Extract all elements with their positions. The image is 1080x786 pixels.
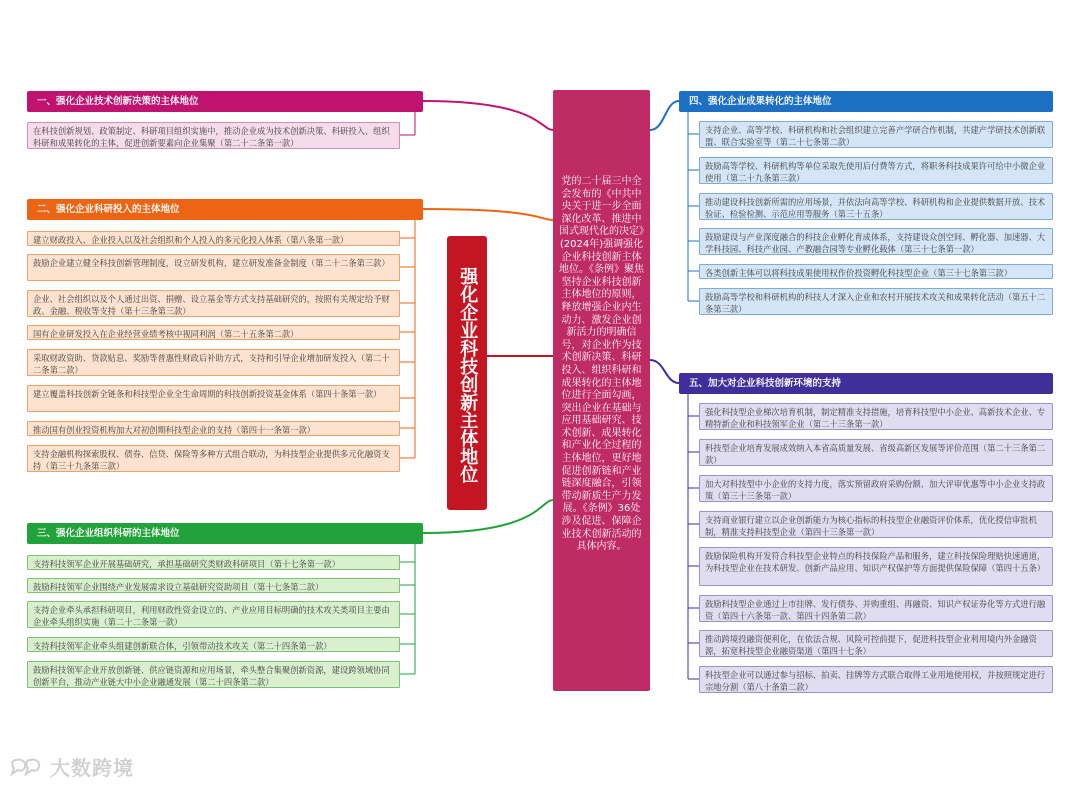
- section-2-item: 鼓励企业建立健全科技创新管理制度，设立研发机构，建立研发准备金制度（第二十二条第三款）: [27, 254, 400, 281]
- section-3-heading: 三、强化企业组织科研的主体地位: [27, 523, 423, 544]
- section-5-heading: 五、加大对企业科技创新环境的支持: [679, 373, 1053, 394]
- section-5-item: 鼓励保险机构开发符合科技型企业特点的科技保险产品和服务，建立科技保险理赔快速通道，为科技型企业在技术研发、创新产品应用、知识产权保护等方面提供保险保障（第四十五条）: [699, 547, 1053, 586]
- section-5-item: 推动跨境投融资便利化，在依法合规、风险可控前提下，促进科技型企业利用境内外金融资源，拓宽科技型企业融资渠道（第四十七条）: [699, 630, 1053, 657]
- section-2-item: 采取财政资助、贷款贴息、奖励等普惠性财政后补助方式，支持和引导企业增加研发投入（第二十二条第二款）: [27, 349, 400, 376]
- connector-curve: [650, 360, 679, 383]
- connector-curve: [423, 209, 553, 220]
- connector-curve: [423, 500, 553, 533]
- watermark-logo-icon: [10, 756, 44, 778]
- section-4-item: 各类创新主体可以将科技成果使用权作价投资孵化科技型企业（第三十七条第三款）: [699, 264, 1053, 279]
- section-4-heading: 四、强化企业成果转化的主体地位: [679, 91, 1053, 112]
- section-2-item: 建立覆盖科技创新全链条和科技型企业全生命周期的科技创新投资基金体系（第四十条第一款）: [27, 385, 400, 412]
- section-3-item: 鼓励科技领军企业开放创新链、供应链资源和应用场景，牵头整合集聚创新资源，建设跨领域协同创新平台，推动产业链大中小企业融通发展（第二十四条第二款）: [27, 661, 400, 688]
- section-5-item: 科技型企业可以通过参与招标、拍卖、挂牌等方式联合取得工业用地使用权，并按照规定进行宗地分割（第八十条第二款）: [699, 666, 1053, 693]
- watermark-text: 大数跨境: [50, 756, 134, 780]
- section-3-item: 支持科技领军企业开展基础研究，承担基础研究类财政科研项目（第十七条第一款）: [27, 555, 400, 570]
- main-title: 强化企业科技创新主体地位: [447, 236, 487, 510]
- section-5-item: 科技型企业培育发展成效纳入本省高质量发展、省级高新区发展等评价范围（第二十三条第二款）: [699, 439, 1053, 466]
- section-2-heading: 二、强化企业科研投入的主体地位: [27, 199, 423, 220]
- center-description: 党的二十届三中全会发布的《中共中央关于进一步全面深化改革、推进中国式现代化的决定》(2024年)强调强化企业科技创新主体地位。《条例》聚焦坚持企业科技创新主体地位的原则，释放增强企业内生动力、激发企业创新活力的明确信号，对企业作为技术创新决策、科研投入、组织科研和成果转化的主体地位进行全面勾画，突出企业在基础与应用基础研究、技术创新、成果转化和产业化全过程的主体地位，更好地促进创新链和产业链深度融合，引领带动新质生产力发展。《条例》36处涉及促进、保障企业技术创新活动的具体内容。: [553, 90, 650, 691]
- section-2-item: 国有企业研发投入在企业经营业绩考核中视同利润（第二十五条第二款）: [27, 325, 400, 340]
- section-3-item: 支持企业牵头承担科研项目，利用财政性资金设立的、产业应用目标明确的技术攻关类项目主要由企业牵头组织实施（第二十二条第一款）: [27, 601, 400, 628]
- section-4-item: 鼓励建设与产业深度融合的科技企业孵化育成体系，支持建设众创空间、孵化器、加速器、大学科技园、科技产业园、产教融合园等专业孵化载体（第三十七条第一款）: [699, 228, 1053, 255]
- section-3-item: 支持科技领军企业牵头组建创新联合体，引领带动技术攻关（第二十四条第一款）: [27, 637, 400, 652]
- section-4-item: 推动建设科技创新所需的应用场景，并依法向高等学校、科研机构和企业提供数据开放、技术验证、检验检测、示范应用等服务（第三十五条）: [699, 193, 1053, 220]
- section-5-item: 鼓励科技型企业通过上市挂牌、发行债券、并购重组、再融资、知识产权证券化等方式进行融资（第四十六条第一款、第四十四条第二款）: [699, 595, 1053, 622]
- watermark: [10, 752, 134, 781]
- section-2-item: 建立财政投入、企业投入以及社会组织和个人投入的多元化投入体系（第八条第一款）: [27, 231, 400, 246]
- section-5-item: 强化科技型企业梯次培育机制，制定精准支持措施，培育科技型中小企业、高新技术企业、专精特新企业和科技领军企业（第二十三条第一款）: [699, 403, 1053, 430]
- connector-curve: [650, 101, 679, 130]
- section-4-item: 支持企业、高等学校、科研机构和社会组织建立完善产学研合作机制，共建产学研技术创新联盟、联合实验室等（第二十七条第二款）: [699, 121, 1053, 148]
- section-2-item: 推动国有创业投资机构加大对初创期科技型企业的支持（第四十一条第一款）: [27, 421, 400, 436]
- section-2-item: 支持金融机构探索股权、债券、信贷、保险等多种方式组合联动，为科技型企业提供多元化融资支持（第三十九条第三款）: [27, 445, 400, 472]
- section-5-item: 加大对科技型中小企业的支持力度，落实预留政府采购份额、加大评审优惠等中小企业支持政策（第三十三条第一款）: [699, 475, 1053, 502]
- section-1-heading: 一、强化企业技术创新决策的主体地位: [27, 91, 423, 112]
- section-4-item: 鼓励高等学校、科研机构等单位采取先使用后付费等方式，将职务科技成果许可给中小微企业使用（第二十九条第三款）: [699, 157, 1053, 184]
- section-5-item: 支持商业银行建立以企业创新能力为核心指标的科技型企业融资评价体系，优化授信审批机制，精准支持科技型企业（第四十三条第一款）: [699, 511, 1053, 538]
- section-2-item: 企业、社会组织以及个人通过出资、捐赠、设立基金等方式支持基础研究的，按照有关规定给予财政、金融、税收等支持（第十三条第三款）: [27, 290, 400, 317]
- section-4-item: 鼓励高等学校和科研机构的科技人才深入企业和农村开展技术攻关和成果转化活动（第五十二条第三款）: [699, 288, 1053, 315]
- connector-curve: [423, 101, 553, 130]
- section-3-item: 鼓励科技领军企业围绕产业发展需求设立基础研究资助项目（第十七条第二款）: [27, 578, 400, 593]
- section-1-item: 在科技创新规划、政策制定、科研项目组织实施中，推动企业成为技术创新决策、科研投入、组织科研和成果转化的主体，促进创新要素向企业集聚（第二十二条第一款）: [27, 122, 400, 149]
